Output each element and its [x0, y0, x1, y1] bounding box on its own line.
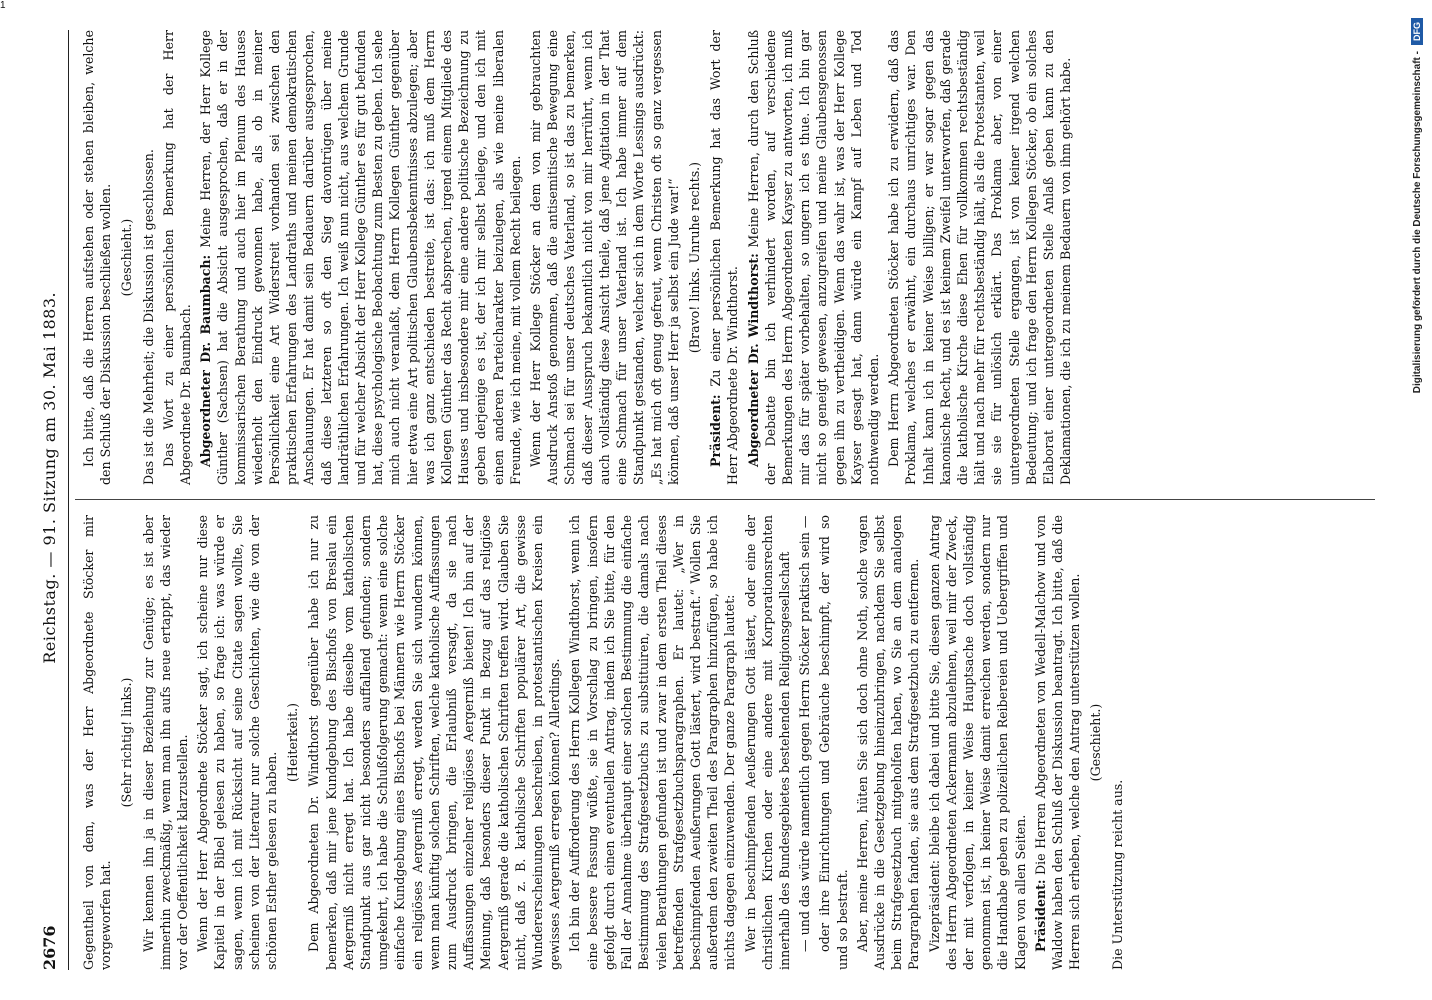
paragraph — [885, 30, 1074, 485]
paragraph-text: Wenn der Herr Kollege Stöcker an dem von mir gebrauchten Ausdruck Anstoß genommen, daß die antisemitische Bewegung eine Schmach sei für unser deutsches Vaterland, so ist das zu bemerken, daß dieser Ausspruch bekanntlich nicht von mir herrührt, wenn ich auch vollständig diese Ansicht theile, daß jene Agitation in der That eine Schmach für unser Vaterland ist. Ich habe immer auf dem Standpunkt gestanden, welcher sich in dem Worte Lessings ausdrückt: „Es hat mich oft genug gefreut, wenn Christen oft so ganz vergessen können, daß unser Herr ja selbst ein Jude war!“ — [528, 30, 681, 485]
paragraph-text: (Sehr richtig! links.) — [119, 677, 135, 808]
paragraph — [197, 30, 524, 485]
right-column — [80, 30, 1077, 485]
paragraph-text: (Heiterkeit.) — [285, 703, 301, 782]
paragraph-text: Dem Abgeordneten Dr. Windthorst gegenüber habe ich nur zu bemerken, daß mir jene Kundgebung des Bischofs von Breslau ein Aergerniß nicht erregt hat. Ich habe dieselbe vom katholischen Standpunkt aus gar nicht besonders auffallend gefunden; sondern umgekehrt, ich habe die Schlußfolgerung gemacht: wenn eine solche einfache Kundgebung eines Bischofs bei Männern wie Herrn Stöcker ein religiöses Aergerniß erregt, werden Sie sich wundern können, wenn man künftig solchen Schriften, welche katholische Auffassungen zum Ausdruck bringen, die Erlaubniß versagt, da sie nach Auffassungen einzelner religiöses Aergerniß bieten! Ich bin auf der Meinung, daß besonders dieser Punkt in Bezug auf das religiöse Aergerniß gerade die katholischen Schriften treffen wird. Glauben Sie nicht, daß z. B. katholische Schriften populärer Art, die gewisse Wundererscheinungen beschreiben, in protestantischen Kreisen ein gewisses Aergerniß erregen können? Allerdings. — [306, 515, 563, 970]
paragraph-text: (Bravo! links. Unruhe rechts.) — [686, 161, 702, 354]
paragraph-text: Gegentheil von dem, was der Herr Abgeordnete Stöcker mir vorgeworfen hat. — [81, 515, 114, 970]
paragraph-text: oder ihre Einrichtungen und Gebräuche beschimpft, der wird so und so bestraft. — [817, 515, 850, 970]
paragraph-text: Die Herren Abgeordneten von Wedell-Malchow und von Waldow haben den Schluß der Diskussion beantragt. Ich bitte, daß die Herren sich erheben, welche den Antrag unterstützen wollen. — [1032, 515, 1083, 970]
paragraph — [816, 515, 850, 970]
paragraph-text: Wer in beschimpfenden Aeußerungen Gott lästert, oder eine der christlichen Kirchen oder eine andere mit Korporationsrechten innerhalb des Bundesgebietes bestehenden Religionsgesellschaft — [742, 515, 792, 970]
speaker-name: Präsident: — [708, 394, 724, 467]
paragraph-text: Das Wort zu einer persönlichen Bemerkung hat der Herr Abgeordnete Dr. Baumbach. — [160, 30, 194, 485]
paragraph-text: Ich bin der Aufforderung des Herrn Kollegen Windthorst, wenn ich eine bessere Fassung wüßte, sie in Vorschlag zu bringen, insofern gefolgt durch einen eventuellen Antrag, indem ich Sie bitte, für den Fall der Annahme überhaupt einer solchen Bestimmung die einfache Bestimmung des Strafgesetzbuchs zu substituiren, die damals nach vielen Berathungen gefunden ist und zwar in dem ersten Theil dieses betreffenden Strafgesetzbuchsparagraphen. Er lautet: „Wer in beschimpfenden Aeußerungen Gott lästert, wird bestraft.“ Wollen Sie außerdem den zweiten Theil des Paragraphen hinzufügen, so habe ich nichts dagegen einzuwenden. Der ganze Paragraph lautet: — [567, 515, 738, 970]
paragraph-text: Wir kennen ihn ja in dieser Beziehung zur Genüge; es ist aber immerhin zweckmäßig, wenn man ihn aufs neue ertappt, das wieder vor der Oeffentlichkeit klarzustellen. — [140, 515, 191, 970]
paragraph — [566, 515, 738, 970]
paragraph-text: — und das würde namentlich gegen Herrn Stöcker praktisch sein — — [797, 515, 813, 952]
column-divider — [75, 499, 1375, 500]
paragraph — [305, 515, 563, 970]
speaker-name: Präsident: — [1032, 879, 1048, 952]
speaker-name: Abgeordneter Dr. Baumbach: — [198, 254, 214, 467]
paragraph-text: Wenn der Herr Abgeordnete Stöcker sagt, ich scheine nur diese Kapitel in der Bibel gelesen zu haben, so frage ich: was würde er sagen, wenn ich mit Rücksicht auf seine Citate sagen wollte, Sie scheinen von der Literatur nur solche Geschichten, wie die von der schönen Esther gelesen zu haben. — [195, 515, 280, 970]
corner-mark: 1 — [0, 0, 6, 11]
paragraph-text: (Geschieht.) — [119, 218, 135, 297]
speaker-name: Abgeordneter Dr. Windthorst: — [745, 253, 761, 467]
page-number: 2676 — [39, 925, 59, 970]
paragraph-text: Vizepräsident: bleibe ich dabei und bitte Sie, diesen ganzen Antrag des Herrn Abgeordneten Ackermann abzulehnen, weil mir der Zweck, der mit verfolgen, in keiner Weise Hauptsache doch vollständig genommen ist, in keiner Weise damit erreichen werden, sondern nur die Handhabe geben zu polizeilichen Reibereien und Uebergriffen und Klagen von allen Seiten. — [926, 515, 1028, 970]
paragraph — [160, 30, 194, 485]
paragraph-text: Aber, meine Herren, hüten Sie sich doch ohne Noth, solche vagen Ausdrücke in die Gesetzgebung hineinzubringen, nachdem Sie selbst beim Strafgesetzbuch mitgeholfen haben, wo Sie an dem analogen Paragraphen fanden, sie aus dem Strafgesetzbuch zu entfernen. — [854, 515, 922, 970]
paragraph-text: Ich bitte, daß die Herren aufstehen oder stehen bleiben, welche den Schluß der Diskussion beschließen wollen. — [81, 30, 114, 485]
paragraph-text: Zu einer persönlichen Bemerkung hat das Wort der Herr Abgeordnete Dr. Windthorst. — [708, 30, 741, 485]
page-header — [30, 30, 69, 970]
paragraph — [854, 515, 923, 970]
paragraph — [1032, 515, 1084, 970]
paragraph — [1109, 515, 1126, 970]
paragraph-text: Das ist die Mehrheit; die Diskussion ist geschlossen. — [140, 149, 156, 485]
paragraph — [194, 515, 280, 970]
interjection — [1087, 515, 1104, 970]
interjection — [686, 30, 703, 485]
paragraph — [527, 30, 682, 485]
interjection — [118, 515, 135, 970]
paragraph — [80, 30, 114, 485]
interjection — [118, 30, 135, 485]
paragraph-text: (Geschieht.) — [1088, 703, 1104, 782]
paragraph-text: Dem Herrn Abgeordneten Stöcker habe ich zu erwidern, daß das Proklama, welches er erwähnt, ein durchaus unrichtiges war. Den Inhalt kann ich in keiner Weise billigen; er war sogar gegen das kanonische Recht, und es ist keinem Zweifel unterworfen, daß gerade die katholische Kirche diese Ehen für vollkommen rechtsbeständig hält und nach mehr für rechtsbeständig hält, als die Protestanten, weil sie sie für unlöslich erklärt. Das Proklama aber, von einer untergeordneten Stelle ergangen, ist von keiner irgend welchen Bedeutung; und ich frage den Herrn Kollegen Stöcker, ob ein solches Elaborat einer untergeordneten Stelle Anlaß geben kann zu den Deklamationen, die ich zu meinem Bedauern von ihm gehört habe. — [886, 30, 1074, 485]
paragraph — [745, 30, 883, 485]
paragraph — [80, 515, 114, 970]
paragraph — [140, 30, 157, 485]
paragraph — [742, 515, 794, 970]
dfg-sidebar-text: Digitalisierung gefördert durch die Deutsche Forschungsgemeinschaft - — [1411, 51, 1423, 394]
paragraph-text: Die Unterstützung reicht aus. — [1109, 779, 1125, 970]
paragraph — [140, 515, 192, 970]
interjection — [284, 515, 301, 970]
dfg-sidebar — [1406, 8, 1428, 992]
paragraph-text: Meine Herren, durch den Schluß der Debatte bin ich verhindert worden, auf verschiedene Bemerkungen des Herrn Abgeordneten Kayser zu antworten, ich muß mir das für später vorbehalten, so ungern ich es thue. Ich bin gar nicht so geneigt gewesen, anzugreifen und meine Glaubensgenossen gegen ihn zu vertheidigen. Wenn das wahr ist, was der Herr Kollege Kayser gesagt hat, dann würde ein Kampf auf Leben und Tod nothwendig werden. — [745, 30, 881, 485]
page-title: Reichstag. — 91. Sitzung am 30. Mai 1883. — [39, 291, 59, 664]
document-page — [30, 30, 1390, 970]
dfg-badge: DFG — [1411, 18, 1423, 45]
paragraph-text: Meine Herren, der Herr Kollege Günther (Sachsen) hat die Absicht ausgesprochen, daß er in der kommissarischen Berathung und auch hier im Plenum des Hauses wiederholt den Eindruck gewonnen habe, als ob in meiner Persönlichkeit eine Art Widerstreit vorhanden sei zwischen den praktischen Erfahrungen des Landraths und meinen demokratischen Anschauungen. Er hat damit sein Bedauern darüber ausgesprochen, daß diese letzteren so oft den Sieg davontrügen über meine landräthlichen Erfahrungen. Ich weiß nun nicht, aus welchem Grunde und für welcher Absicht der Herr Kollege Günther es für gut befunden hat, diese psychologische Beobachtung zum Besten zu geben. Ich sehe mich auch nicht veranlaßt, dem Herrn Kollegen Günther gegenüber hier etwa eine Art politischen Glaubensbekenntnisses abzulegen; aber was ich ganz entschieden bestreite, ist das: ich muß dem Herrn Kollegen Günther das Recht absprechen, irgend einem Mitgliede des Hauses und insbesondere mir eine andere politische Bezeichnung zu geben derjenige es ist, der ich mir selbst beilege, und den ich mit einen anderen Parteicharakter beizulegen, als wie meine liberalen Freunde, wie ich meine, mit vollem Recht beilegen. — [198, 30, 523, 485]
paragraph — [707, 30, 741, 485]
paragraph — [926, 515, 1029, 970]
paragraph — [796, 515, 813, 970]
left-column — [80, 515, 1129, 970]
